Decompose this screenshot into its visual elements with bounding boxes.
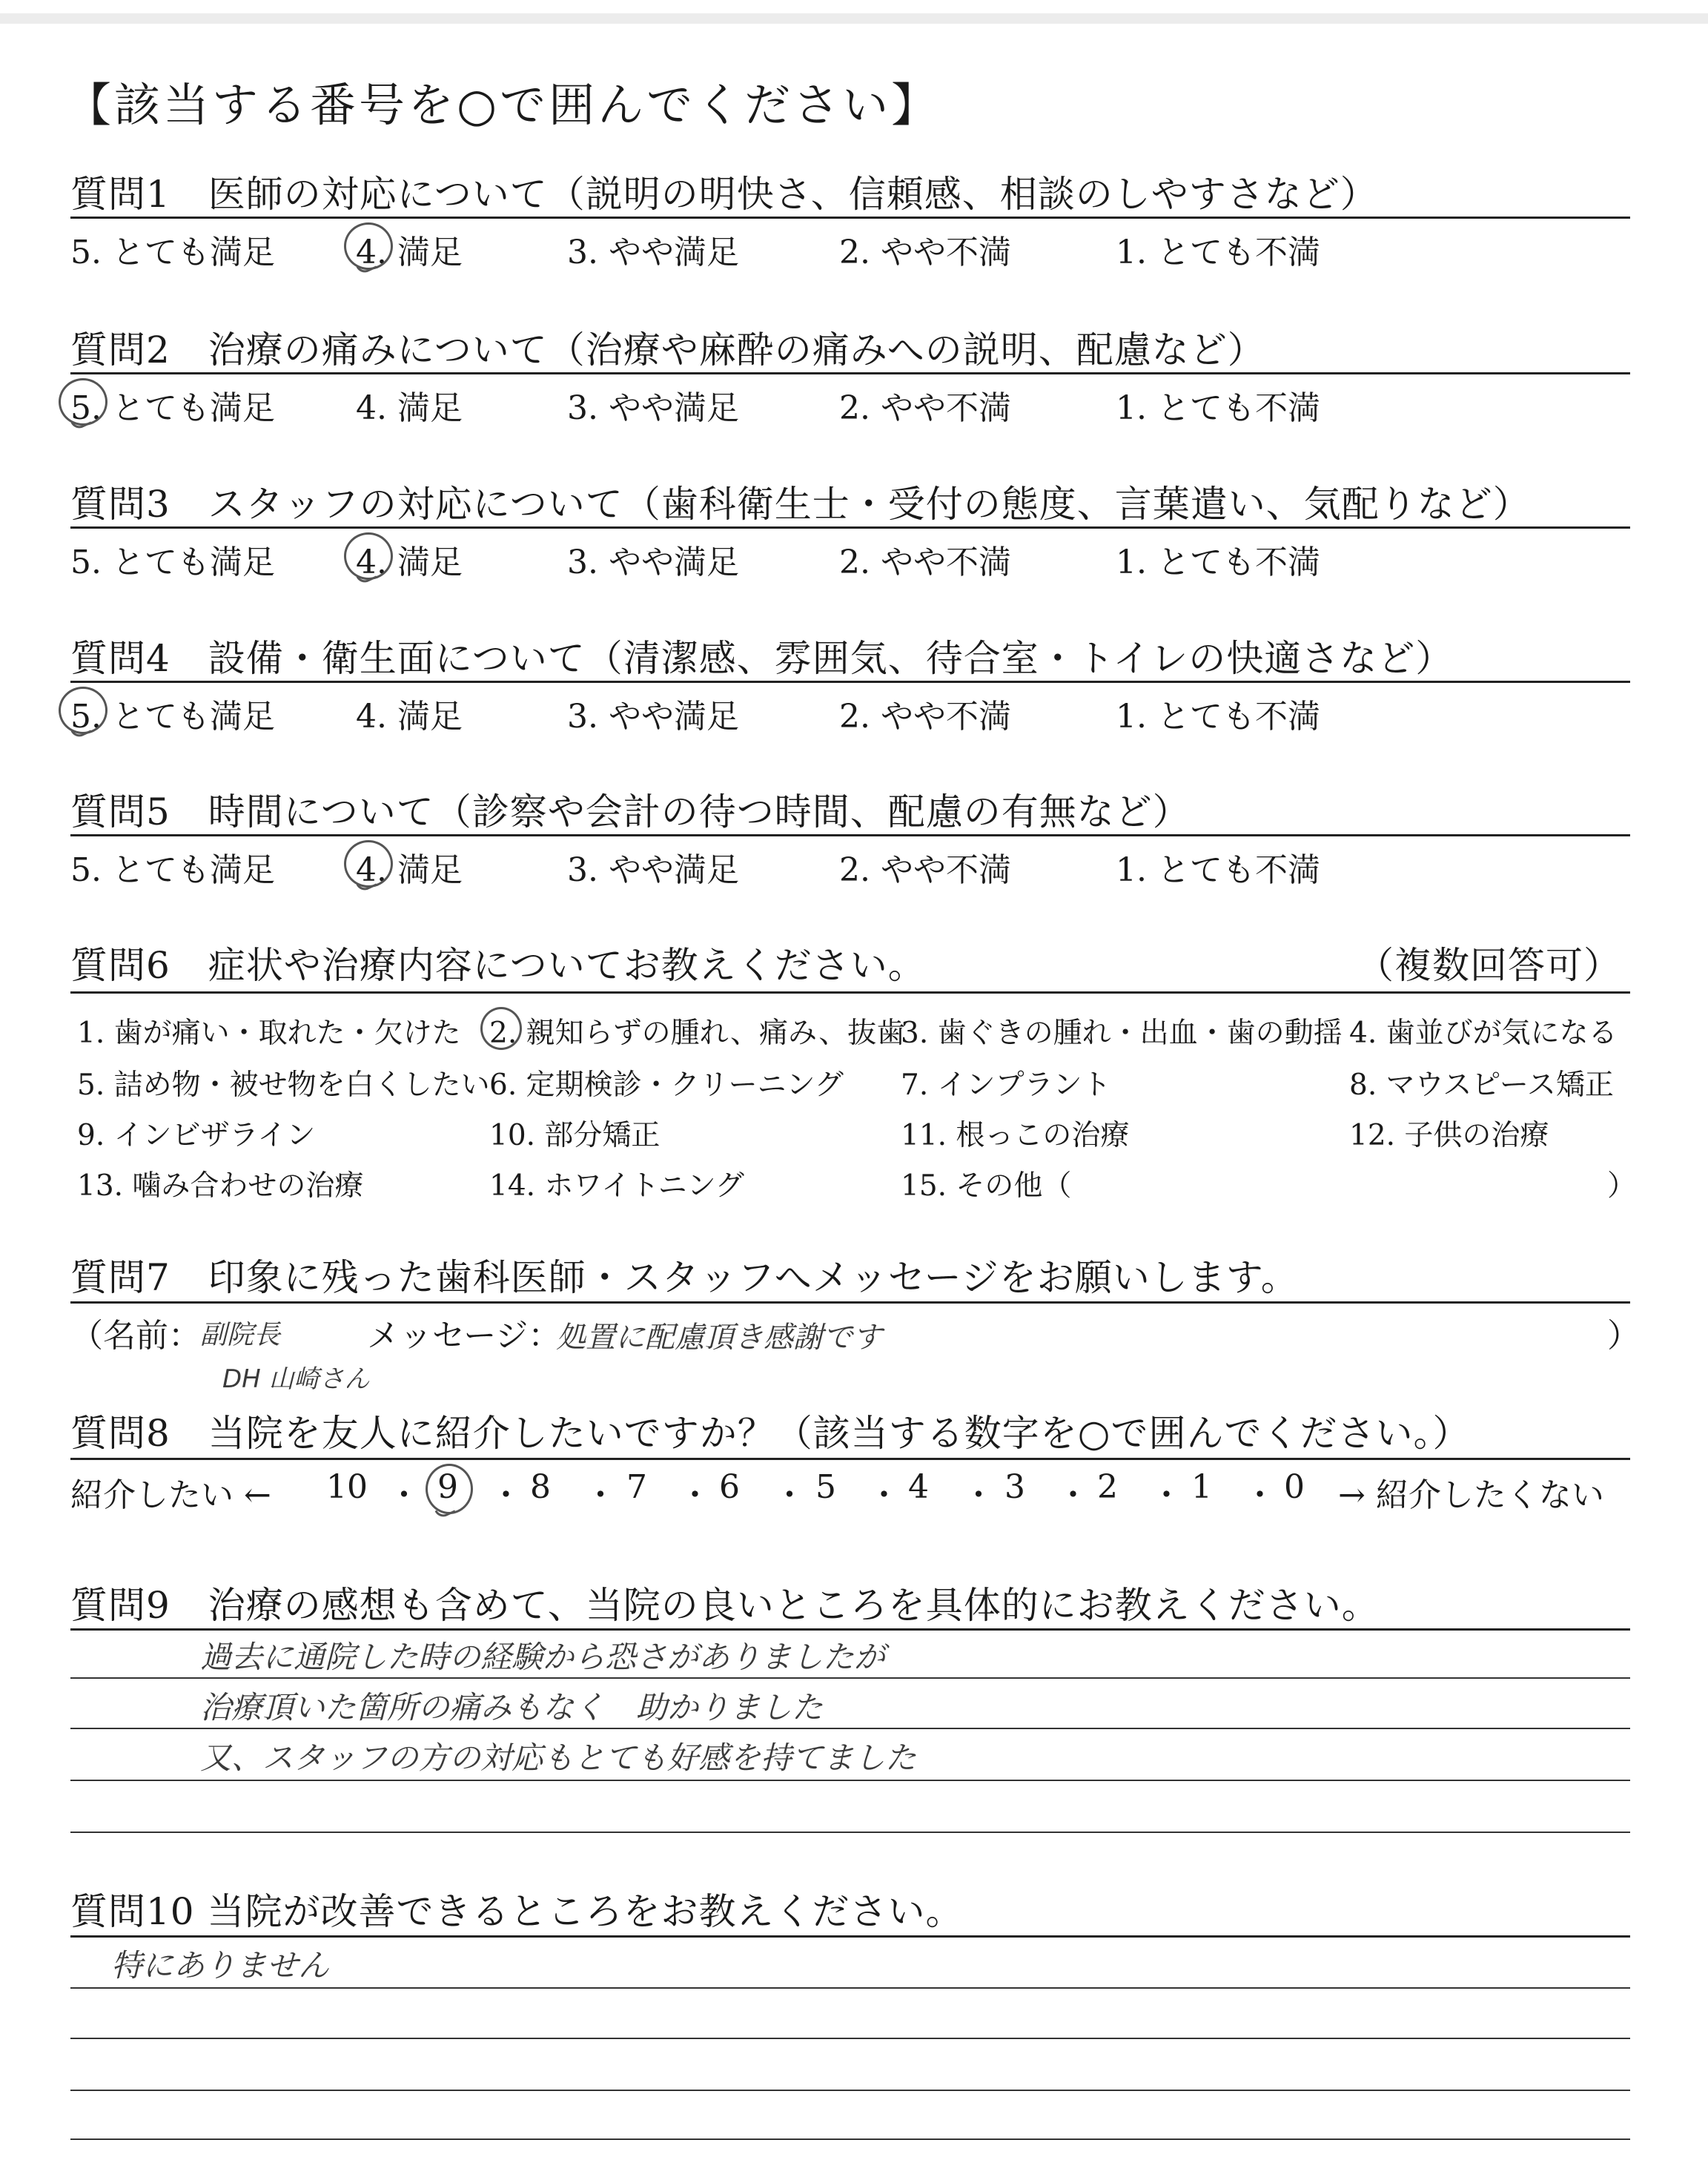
- rating-option: 3. やや満足: [567, 234, 739, 271]
- q6-option: 6. 定期検診・クリーニング: [489, 1069, 844, 1102]
- q6-option: 13. 噛み合わせの治療: [77, 1169, 364, 1203]
- question-title: 質問5 時間について（診察や会計の待つ時間、配慮の有無など）: [70, 790, 1191, 833]
- q6-option: 11. 根っこの治療: [901, 1119, 1130, 1152]
- scale-number: 2: [1097, 1468, 1118, 1506]
- scale-number: 6: [719, 1468, 740, 1506]
- rating-option: 2. やや不満: [839, 389, 1011, 427]
- q6-option: 15. その他（: [901, 1169, 1072, 1203]
- rating-option: 1. とても不満: [1116, 234, 1320, 271]
- q10-answer-line: 特にありません: [111, 1947, 330, 1984]
- question-rule: [70, 681, 1630, 683]
- q9-rule: [70, 1628, 1630, 1631]
- scan-edge: [0, 13, 1708, 24]
- q10-title: 質問10 当院が改善できるところをお教えください。: [70, 1890, 964, 1933]
- scale-separator: ・: [773, 1476, 806, 1514]
- rating-option: 3. やや満足: [567, 851, 739, 889]
- rating-option: 5. とても満足: [70, 544, 275, 581]
- selection-circle: [480, 1007, 522, 1050]
- question-title: 質問4 設備・衛生面について（清潔感、雰囲気、待合室・トイレの快適さなど）: [70, 637, 1454, 680]
- q8-rule: [70, 1458, 1630, 1460]
- rating-option: 1. とても不満: [1116, 389, 1320, 427]
- question-rule: [70, 834, 1630, 836]
- scale-separator: ・: [1056, 1476, 1090, 1514]
- scale-number: 0: [1284, 1468, 1305, 1506]
- scale-separator: ・: [678, 1476, 712, 1514]
- q9-answer-line: 又、スタッフの方の対応もとても好感を持てました: [200, 1740, 917, 1776]
- q6-option: 3. 歯ぐきの腫れ・出血・歯の動揺: [901, 1017, 1343, 1050]
- rating-option: 2. やや不満: [839, 698, 1011, 736]
- q6-title: 質問6 症状や治療内容についてお教えください。: [70, 944, 926, 987]
- q9-writing-line: [70, 1728, 1630, 1729]
- scale-number: 9: [437, 1468, 458, 1506]
- q9-title: 質問9 治療の感想も含めて、当院の良いところを具体的にお教えください。: [70, 1584, 1380, 1627]
- q10-writing-line: [70, 2090, 1630, 2091]
- q7-title: 質問7 印象に残った歯科医師・スタッフへメッセージをお願いします。: [70, 1256, 1299, 1299]
- q10-rule: [70, 1935, 1630, 1938]
- q9-answer-line: 治療頂いた箇所の痛みもなく 助かりました: [200, 1689, 824, 1725]
- rating-option: 4. 満足: [356, 389, 463, 427]
- q9-writing-line: [70, 1832, 1630, 1833]
- scale-number: 1: [1191, 1468, 1212, 1506]
- question-rule: [70, 526, 1630, 529]
- scale-number: 10: [326, 1468, 368, 1506]
- scale-separator: ・: [962, 1476, 995, 1514]
- q10-writing-line: [70, 1987, 1630, 1989]
- rating-option: 1. とても不満: [1116, 544, 1320, 581]
- rating-option: 2. やや不満: [839, 851, 1011, 889]
- rating-option: 2. やや不満: [839, 544, 1011, 581]
- q6-option: 9. インビザライン: [77, 1119, 316, 1152]
- q9-writing-line: [70, 1780, 1630, 1781]
- q6-option: 4. 歯並びが気になる: [1349, 1017, 1618, 1050]
- q8-left-label: 紹介したい ←: [70, 1476, 271, 1514]
- rating-option: 5. とても満足: [70, 851, 275, 889]
- rating-option: 5. とても満足: [70, 234, 275, 271]
- q10-writing-line: [70, 2138, 1630, 2140]
- rating-option: 4. 満足: [356, 851, 463, 889]
- scale-number: 3: [1004, 1468, 1025, 1506]
- q6-option: 10. 部分矯正: [489, 1119, 661, 1152]
- rating-option: 3. やや満足: [567, 544, 739, 581]
- scale-separator: ・: [489, 1476, 523, 1514]
- question-rule: [70, 372, 1630, 374]
- q9-answer-line: 過去に通院した時の経験から恐さがありましたが: [200, 1639, 886, 1675]
- page-title: 【該当する番号を○で囲んでください】: [65, 78, 941, 132]
- rating-option: 5. とても満足: [70, 698, 275, 736]
- question-title: 質問1 医師の対応について（説明の明快さ、信頼感、相談のしやすさなど）: [70, 173, 1378, 216]
- question-title: 質問2 治療の痛みについて（治療や麻酔の痛みへの説明、配慮など）: [70, 328, 1265, 371]
- q6-option: 12. 子供の治療: [1349, 1119, 1549, 1152]
- scale-number: 7: [626, 1468, 647, 1506]
- q9-writing-line: [70, 1677, 1630, 1679]
- q7-rule: [70, 1301, 1630, 1304]
- rating-option: 2. やや不満: [839, 234, 1011, 271]
- rating-option: 3. やや満足: [567, 389, 739, 427]
- q7-close-paren: ）: [1607, 1317, 1640, 1355]
- scale-number: 4: [908, 1468, 929, 1506]
- rating-option: 1. とても不満: [1116, 851, 1320, 889]
- scale-separator: ・: [388, 1476, 420, 1514]
- q8-right-label: → 紹介したくない: [1338, 1476, 1604, 1514]
- scale-separator: ・: [867, 1476, 901, 1514]
- question-title: 質問3 スタッフの対応について（歯科衛生士・受付の態度、言葉遣い、気配りなど）: [70, 483, 1531, 526]
- q8-title: 質問8 当院を友人に紹介したいですか？（該当する数字を○で囲んでください。）: [70, 1412, 1471, 1455]
- q6-note: （複数回答可）: [1357, 944, 1621, 987]
- q6-option: 7. インプラント: [901, 1069, 1111, 1102]
- scale-separator: ・: [1150, 1476, 1183, 1514]
- rating-option: 4. 満足: [356, 544, 463, 581]
- rating-option: 4. 満足: [356, 234, 463, 271]
- q7-name-handwriting: 副院長: [200, 1320, 281, 1350]
- q6-other-close-paren: ）: [1607, 1169, 1637, 1203]
- scale-number: 8: [530, 1468, 551, 1506]
- q7-name-handwriting-2: DH 山崎さん: [222, 1364, 370, 1394]
- question-rule: [70, 217, 1630, 219]
- q6-option: 14. ホワイトニング: [489, 1169, 744, 1203]
- scale-separator: ・: [1243, 1476, 1277, 1514]
- q6-option: 1. 歯が痛い・取れた・欠けた: [77, 1017, 461, 1050]
- q7-message-label: メッセージ：: [367, 1317, 561, 1355]
- scale-number: 5: [815, 1468, 836, 1506]
- rating-option: 3. やや満足: [567, 698, 739, 736]
- q10-writing-line: [70, 2038, 1630, 2039]
- rating-option: 4. 満足: [356, 698, 463, 736]
- q6-option: 2. 親知らずの腫れ、痛み、抜歯: [489, 1017, 906, 1050]
- q6-option: 5. 詰め物・被せ物を白くしたい: [77, 1069, 490, 1102]
- rating-option: 1. とても不満: [1116, 698, 1320, 736]
- q6-rule: [70, 991, 1630, 994]
- q7-message-handwriting: 処置に配慮頂き感謝です: [556, 1321, 882, 1355]
- q7-name-label: （名前：: [70, 1317, 201, 1355]
- q6-option: 8. マウスピース矯正: [1349, 1069, 1614, 1102]
- scale-separator: ・: [584, 1476, 617, 1514]
- rating-option: 5. とても満足: [70, 389, 275, 427]
